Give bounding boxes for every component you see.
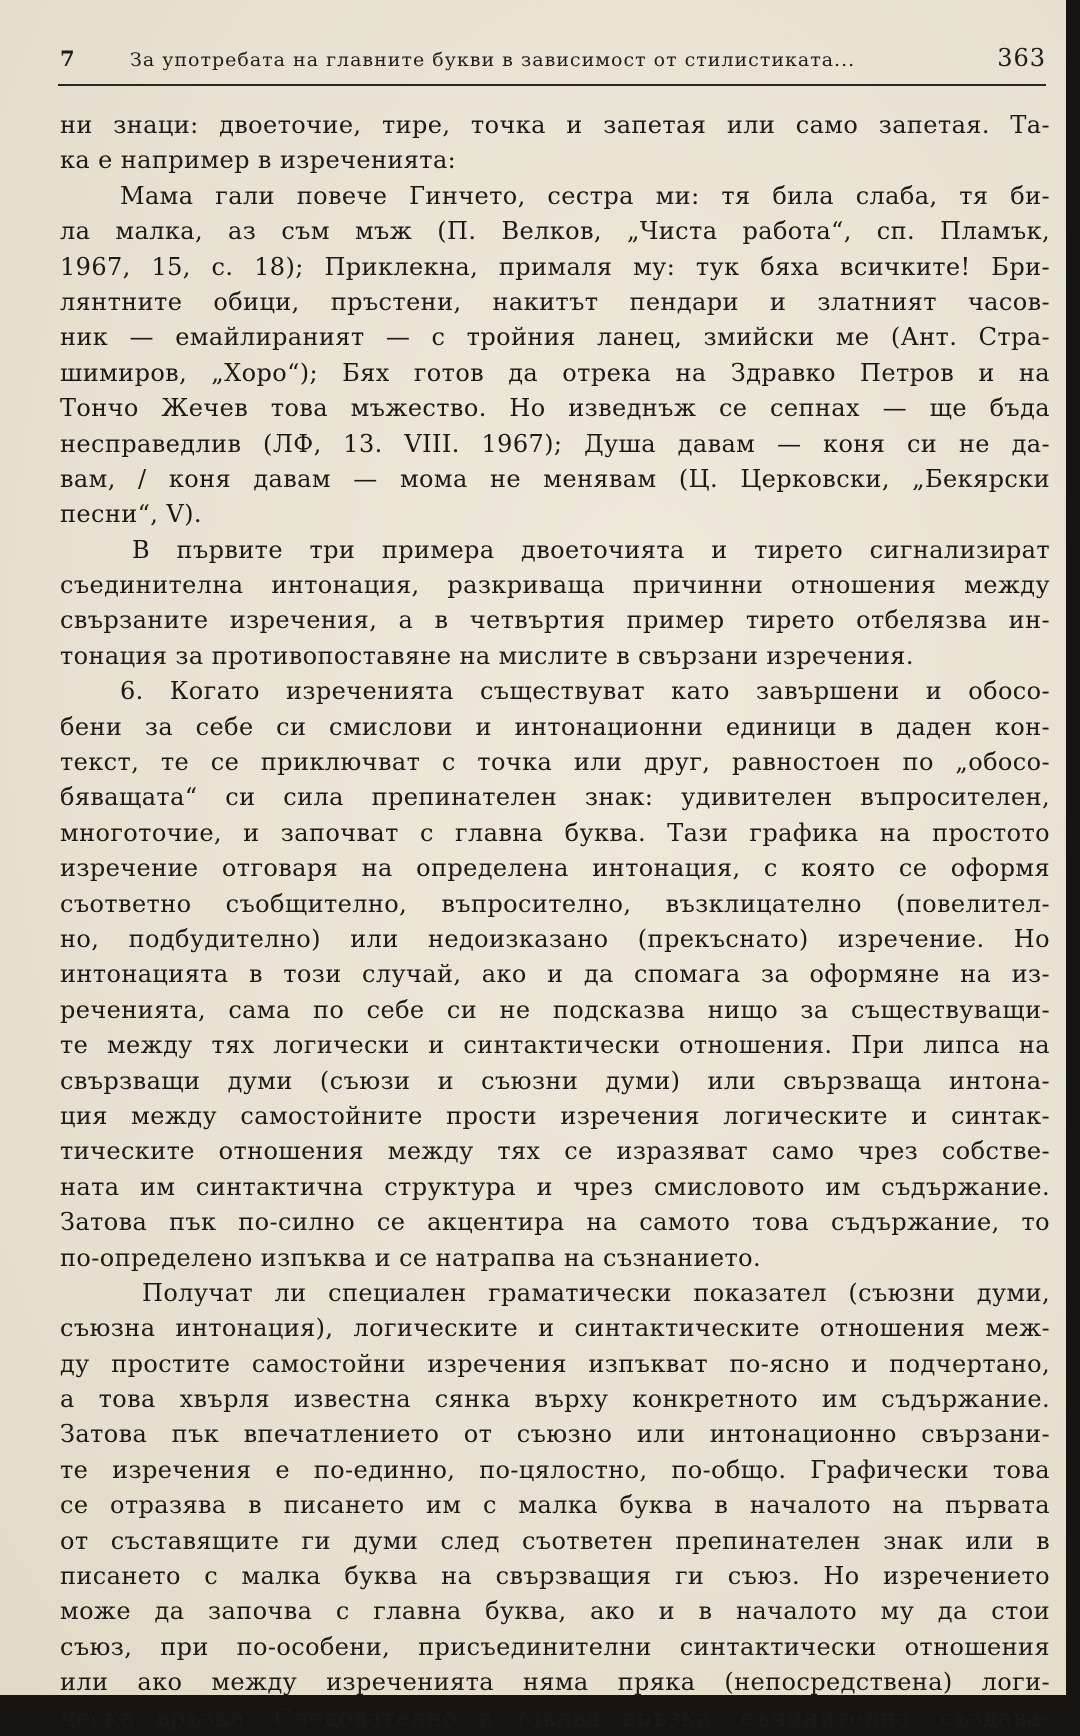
text-line: ка е например в изреченията:: [60, 146, 457, 175]
text-line: ник — емайлираният — с тройния ланец, змийски ме (Ант. Стра-: [60, 323, 1050, 352]
text-line: 1967, 15, с. 18); Приклекна, прималя му: тук бяха всичките! Бри-: [60, 252, 1050, 281]
text-line: ла малка, аз съм мъж (П. Велков, „Чиста работа“, сп. Пламък,: [60, 217, 1050, 246]
text-line: Получат ли специален граматически показател (съюзни думи,: [142, 1278, 1050, 1307]
text-line: бяващата“ си сила препинателен знак: удивителен въпросителен,: [60, 783, 1050, 812]
text-line: писането с малка буква на свързващия ги съюз. Но изречението: [60, 1562, 1050, 1591]
text-line: свързващи думи (съюзи и съюзни думи) или свързваща интона-: [60, 1066, 1050, 1095]
text-line: се отразява в писането им с малка буква в началото на първата: [60, 1491, 1050, 1520]
text-line: бени за себе си смислови и интонационни единици в даден кон-: [60, 712, 1050, 741]
body-text: [60, 108, 1050, 1736]
text-line: тонация за противопоставяне на мислите в свързани изречения.: [60, 641, 914, 670]
text-line: съюз, при по-особени, присъединителни синтактически отношения: [60, 1632, 1050, 1661]
text-line: реченията, сама по себе си не подсказва нищо за съществуващи-: [60, 995, 1050, 1024]
text-line: ция между самостойните прости изречения логическите и синтак-: [60, 1101, 1050, 1130]
text-line: може да започва с главна буква, ако и в началото му да стои: [60, 1597, 1050, 1626]
header-rule: [58, 84, 1046, 86]
running-title: За употребата на главните букви в зависимост от стилистиката...: [130, 49, 856, 71]
text-line: В първите три примера двоеточията и тирето сигнализират: [132, 535, 1050, 564]
text-line: несправедлив (ЛФ, 13. VIII. 1967); Душа давам — коня си не да-: [60, 429, 1050, 458]
text-line: по-определено изпъква и се натрапва на съзнанието.: [60, 1243, 762, 1272]
text-line: песни“, V).: [60, 500, 202, 529]
text-line: 6. Когато изреченията съществуват като завършени и обосо-: [120, 677, 1050, 706]
running-head: [60, 44, 1046, 84]
text-line: ни знаци: двоеточие, тире, точка и запетая или само запетая. Та-: [60, 111, 1050, 139]
text-line: но, подбудително) или недоизказано (прекъснато) изречение. Но: [60, 924, 1050, 953]
folio-left: 7: [60, 46, 75, 71]
text-line: ната им синтактична структура и чрез смисловото им съдържание.: [60, 1172, 1050, 1201]
text-line: или ако между изреченията няма пряка (непосредствена) логи-: [60, 1668, 1050, 1697]
text-line: изречение отговаря на определена интонация, с която се оформя: [60, 854, 1050, 883]
text-line: ческа връзка. Следователно в такава връзка, съчинителна, създава-: [60, 1703, 1050, 1732]
text-line: те изречения е по-единно, по-цялостно, по-общо. Графически това: [60, 1455, 1050, 1484]
text-line: Тончо Жечев това мъжество. Но изведнъж се сепнах — ще бъда: [60, 394, 1050, 423]
text-line: свързаните изречения, а в четвъртия пример тирето отбелязва ин-: [60, 606, 1050, 635]
text-line: ду простите самостойни изречения изпъкват по-ясно и подчертано,: [60, 1349, 1050, 1378]
text-line: шимиров, „Хоро“); Бях готов да отрека на Здравко Петров и на: [60, 358, 1050, 387]
text-line: а това хвърля известна сянка върху конкретното им съдържание.: [60, 1385, 1050, 1414]
text-line: Затова пък по-силно се акцентира на самото това съдържание, то: [60, 1208, 1050, 1237]
text-line: текст, те се приключват с точка или друг, равностоен по „обосо-: [60, 748, 1050, 777]
page-number: 363: [997, 44, 1046, 72]
text-line: от съставящите ги думи след съответен препинателен знак или в: [60, 1526, 1050, 1555]
text-line: съюзна интонация), логическите и синтактическите отношения меж-: [60, 1314, 1050, 1343]
text-line: Затова пък впечатлението от съюзно или интонационно свързани-: [60, 1420, 1050, 1449]
text-line: Мама гали повече Гинчето, сестра ми: тя била слаба, тя би-: [120, 181, 1050, 210]
text-line: интонацията в този случай, ако и да спомага за оформяне на из-: [60, 960, 1050, 989]
text-line: лянтните обици, пръстени, накитът пендари и златният часов-: [60, 287, 1050, 316]
text-line: съответно съобщително, въпросително, възклицателно (повелител-: [60, 889, 1050, 918]
text-line: многоточие, и започват с главна буква. Тази графика на простото: [60, 818, 1050, 847]
text-line: вам, / коня давам — мома не менявам (Ц. Церковски, „Бекярски: [60, 464, 1050, 493]
text-line: съединителна интонация, разкриваща причинни отношения между: [60, 571, 1050, 600]
text-line: те между тях логически и синтактически отношения. При липса на: [60, 1031, 1050, 1060]
text-line: тическите отношения между тях се изразяват само чрез собстве-: [60, 1137, 1050, 1166]
